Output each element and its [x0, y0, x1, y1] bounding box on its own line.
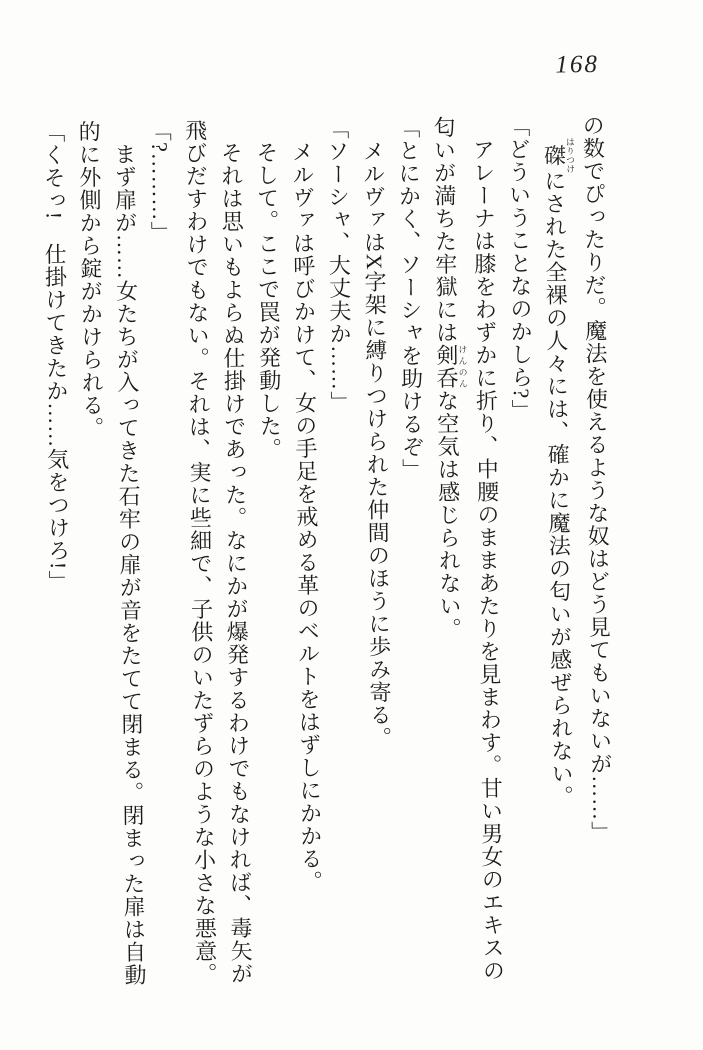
text-column: 磔はりつけにされた全裸の人々には、確かに魔法の匂いが感ぜられない。: [541, 137, 576, 808]
page-number: 168: [555, 50, 600, 79]
text-column: 「?………」: [147, 119, 174, 245]
text-column: の数でぴったりだ。魔法を使えるような奴はどう見てもいないが……」: [579, 113, 614, 844]
text-column: 的に外側から錠がかけられる。: [76, 120, 105, 440]
text-column: アレーナは膝をわずかに折り、中腰のままあたりを見まわす。甘い男女のエキスの: [470, 138, 506, 982]
vertical-text-block: [35, 114, 621, 1006]
text-column: それは思いもよらぬ仕掛けであった。なにかが爆発するわけでもなければ、毒矢が: [218, 141, 254, 985]
text-column: メルヴァは呼びかけて、女の手足を戒める革のベルトをはずしにかかる。: [289, 140, 324, 893]
text-column: まず扉が……女たちが入ってきた石牢の扉が音をたてて閉まる。閉まった扉は自動: [111, 142, 148, 987]
text-column: 「くそっ! 仕掛けてきたか……気をつけろ!」: [40, 120, 72, 593]
text-column: 「どういうことなのかしら?」: [505, 114, 535, 423]
text-column: 「とにかく、ソーシャを助けるぞ」: [395, 116, 425, 482]
text-column: そして。ここで罠が発動した。: [253, 140, 283, 461]
text-column: 飛びだすわけでもない。それは、実に些細で、子供のいたずらのような小さな悪意。: [182, 118, 219, 986]
text-column: 「ソーシャ、大丈夫か……」: [324, 116, 354, 414]
text-column: メルヴァはX字架に縛りつけられた仲間のほうに歩み寄る。: [360, 139, 393, 750]
text-column: 匂いが満ちた牢獄には剣呑けんのんな空気は感じられない。: [431, 115, 468, 641]
